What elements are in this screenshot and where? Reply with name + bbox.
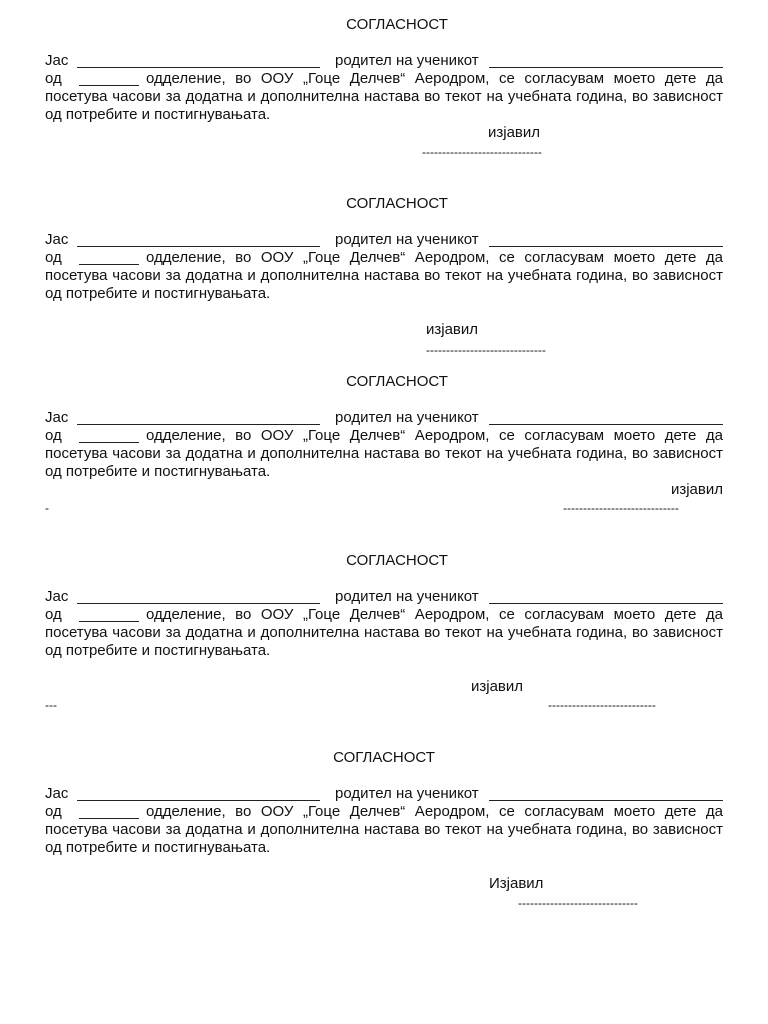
grade-row bbox=[45, 249, 723, 267]
label-i: Јас bbox=[45, 588, 69, 605]
declared-label: изјавил bbox=[670, 481, 723, 498]
form-title: СОГЛАСНОСТ bbox=[346, 552, 448, 569]
consent-line-4: од потребите и постигнувањата. bbox=[45, 285, 271, 302]
student-name-blank[interactable] bbox=[489, 67, 723, 68]
grade-row bbox=[45, 427, 723, 445]
label-parent-of-student: родител на ученикот bbox=[335, 409, 479, 426]
name-row bbox=[45, 409, 723, 427]
grade-blank[interactable] bbox=[79, 85, 139, 86]
signature-line[interactable]: ------------------------------ bbox=[422, 145, 542, 159]
student-name-blank[interactable] bbox=[489, 603, 723, 604]
consent-line-4: од потребите и постигнувањата. bbox=[45, 642, 271, 659]
form-title: СОГЛАСНОСТ bbox=[333, 749, 435, 766]
parent-name-blank[interactable] bbox=[77, 246, 320, 247]
grade-row bbox=[45, 606, 723, 624]
label-od: од bbox=[45, 70, 62, 87]
label-parent-of-student: родител на ученикот bbox=[335, 785, 479, 802]
signature-line[interactable]: --------------------------- bbox=[548, 698, 656, 712]
consent-form-1 bbox=[45, 16, 723, 162]
consent-line-2: одделение, во ООУ „Гоце Делчев“ Аеродром, се согласувам моето дете да bbox=[146, 70, 723, 87]
label-i: Јас bbox=[45, 409, 69, 426]
label-parent-of-student: родител на ученикот bbox=[335, 52, 479, 69]
consent-line-3: посетува часови за додатна и дополнителна настава во текот на учебната година, во зависност bbox=[45, 445, 723, 462]
grade-row bbox=[45, 803, 723, 821]
consent-form-5 bbox=[45, 749, 723, 910]
left-mark: --- bbox=[45, 698, 57, 712]
name-row bbox=[45, 52, 723, 70]
parent-name-blank[interactable] bbox=[77, 800, 320, 801]
label-i: Јас bbox=[45, 231, 69, 248]
parent-name-blank[interactable] bbox=[77, 424, 320, 425]
student-name-blank[interactable] bbox=[489, 424, 723, 425]
signature-line[interactable]: ------------------------------ bbox=[518, 896, 638, 910]
parent-name-blank[interactable] bbox=[77, 67, 320, 68]
consent-line-3: посетува часови за додатна и дополнителна настава во текот на учебната година, во зависност bbox=[45, 88, 723, 105]
consent-line-4: од потребите и постигнувањата. bbox=[45, 106, 271, 123]
consent-line-4: од потребите и постигнувањата. bbox=[45, 839, 271, 856]
consent-form-2 bbox=[45, 195, 723, 357]
grade-blank[interactable] bbox=[79, 264, 139, 265]
consent-line-2: одделение, во ООУ „Гоце Делчев“ Аеродром, се согласувам моето дете да bbox=[146, 606, 723, 623]
label-parent-of-student: родител на ученикот bbox=[335, 588, 479, 605]
label-od: од bbox=[45, 606, 62, 623]
consent-form-4 bbox=[45, 552, 723, 712]
grade-row bbox=[45, 70, 723, 88]
label-od: од bbox=[45, 249, 62, 266]
consent-line-2: одделение, во ООУ „Гоце Делчев“ Аеродром, се согласувам моето дете да bbox=[146, 803, 723, 820]
declared-label: Изјавил bbox=[489, 875, 544, 892]
student-name-blank[interactable] bbox=[489, 246, 723, 247]
consent-line-3: посетува часови за додатна и дополнителна настава во текот на учебната година, во зависност bbox=[45, 624, 723, 641]
label-i: Јас bbox=[45, 52, 69, 69]
grade-blank[interactable] bbox=[79, 442, 139, 443]
left-mark: - bbox=[45, 501, 49, 515]
name-row bbox=[45, 588, 723, 606]
declared-label: изјавил bbox=[426, 321, 479, 338]
declared-label: изјавил bbox=[488, 124, 541, 141]
student-name-blank[interactable] bbox=[489, 800, 723, 801]
consent-line-2: одделение, во ООУ „Гоце Делчев“ Аеродром, се согласувам моето дете да bbox=[146, 427, 723, 444]
label-i: Јас bbox=[45, 785, 69, 802]
name-row bbox=[45, 785, 723, 803]
label-parent-of-student: родител на ученикот bbox=[335, 231, 479, 248]
consent-line-2: одделение, во ООУ „Гоце Делчев“ Аеродром, се согласувам моето дете да bbox=[146, 249, 723, 266]
consent-line-3: посетува часови за додатна и дополнителна настава во текот на учебната година, во зависност bbox=[45, 821, 723, 838]
signature-line[interactable]: ----------------------------- bbox=[563, 501, 679, 515]
label-od: од bbox=[45, 803, 62, 820]
form-title: СОГЛАСНОСТ bbox=[346, 373, 448, 390]
signature-line[interactable]: ------------------------------ bbox=[426, 343, 546, 357]
grade-blank[interactable] bbox=[79, 818, 139, 819]
consent-line-4: од потребите и постигнувањата. bbox=[45, 463, 271, 480]
parent-name-blank[interactable] bbox=[77, 603, 320, 604]
form-title: СОГЛАСНОСТ bbox=[346, 16, 448, 33]
form-title: СОГЛАСНОСТ bbox=[346, 195, 448, 212]
declared-label: изјавил bbox=[471, 678, 524, 695]
consent-line-3: посетува часови за додатна и дополнителна настава во текот на учебната година, во зависност bbox=[45, 267, 723, 284]
name-row bbox=[45, 231, 723, 249]
label-od: од bbox=[45, 427, 62, 444]
consent-form-3 bbox=[45, 373, 723, 521]
grade-blank[interactable] bbox=[79, 621, 139, 622]
